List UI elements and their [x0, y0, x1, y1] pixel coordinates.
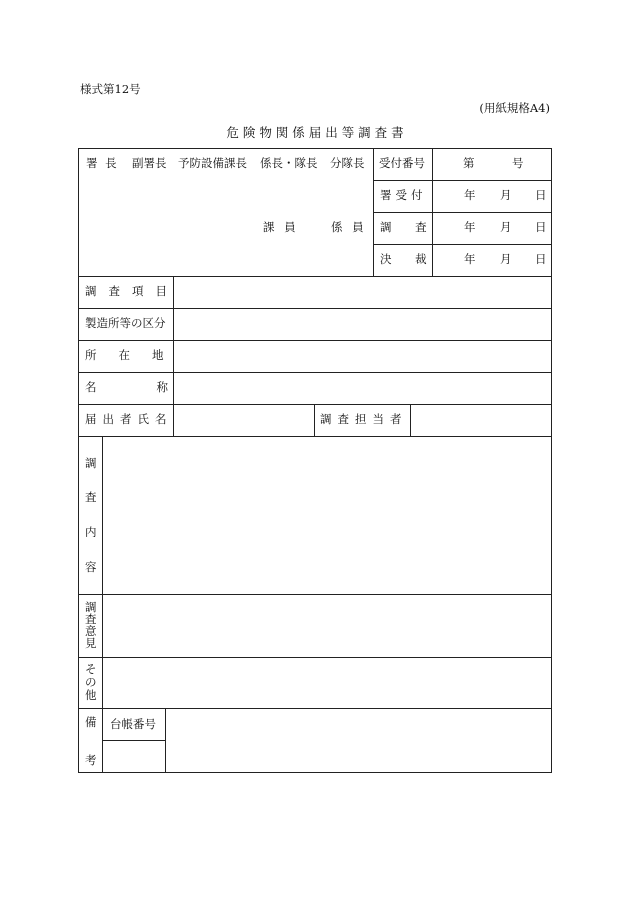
other-label-1: そ: [85, 662, 97, 676]
received-day: 日: [535, 188, 547, 202]
divider: [78, 340, 552, 341]
divider: [432, 148, 433, 276]
received-month: 月: [500, 188, 512, 202]
divider: [373, 212, 552, 213]
content-label-1: 調: [85, 456, 97, 470]
investigation-month: 月: [500, 220, 512, 234]
divider: [78, 404, 552, 405]
content-label-3: 内: [85, 525, 97, 539]
opinion-label-2: 査: [85, 612, 97, 626]
received-label: [380, 190, 428, 202]
decision-label: 決 裁: [380, 252, 427, 266]
staff-label: 係 員: [331, 220, 364, 234]
inspector-label: 調査担当者: [320, 412, 408, 426]
form-frame: [78, 148, 552, 773]
investigation-year: 年: [464, 220, 476, 234]
document-title: 危 険 物 関 係 届 出 等 調 査 書: [226, 125, 404, 140]
applicant-label: 届出者氏名: [85, 412, 173, 426]
divider: [373, 244, 552, 245]
prevention-manager-label: 予防設備課長: [178, 156, 247, 170]
chief-label: 署 長: [86, 156, 117, 170]
opinion-label-1: 調: [85, 600, 97, 614]
investigation-item-label: 調査項目: [85, 284, 179, 298]
divider: [102, 740, 165, 741]
divider: [165, 708, 166, 773]
name-label: 名称: [85, 380, 228, 394]
number-dai: 第: [463, 156, 475, 170]
receipt-number-label: 受付番号: [379, 156, 425, 170]
investigation-day: 日: [535, 220, 547, 234]
number-go: 号: [512, 156, 524, 170]
ledger-number-label: 台帳番号: [110, 717, 156, 731]
location-label: 所在地: [85, 348, 186, 362]
decision-year: 年: [464, 252, 476, 266]
squad-chief-label: 分隊長: [330, 156, 365, 170]
investigation-label: 調 査: [380, 220, 427, 234]
remarks-label-1: 備: [85, 715, 97, 729]
decision-day: 日: [535, 252, 547, 266]
facility-class-label: 製造所等の区分: [85, 316, 166, 330]
opinion-label-4: 見: [85, 636, 97, 650]
received-label-text: 署受付: [380, 188, 427, 202]
other-label-3: 他: [85, 688, 97, 702]
divider: [78, 308, 552, 309]
divider: [78, 436, 552, 437]
divider: [410, 404, 411, 436]
decision-month: 月: [500, 252, 512, 266]
divider: [314, 404, 315, 436]
divider: [102, 436, 103, 773]
section-member-label: 課 員: [263, 220, 296, 234]
divider: [373, 148, 374, 276]
opinion-label-3: 意: [85, 624, 97, 638]
section-chief-label: 係長・隊長: [260, 156, 318, 170]
divider: [78, 276, 552, 277]
content-label-2: 査: [85, 490, 97, 504]
paper-size-note: (用紙規格A4): [479, 101, 550, 115]
divider: [78, 372, 552, 373]
divider: [78, 657, 552, 658]
content-label-4: 容: [85, 560, 97, 574]
remarks-label-2: 考: [85, 753, 97, 767]
divider: [78, 594, 552, 595]
divider: [78, 708, 552, 709]
vice-chief-label: 副署長: [132, 156, 167, 170]
form-number: 様式第12号: [80, 82, 141, 96]
received-year: 年: [464, 188, 476, 202]
other-label-2: の: [85, 675, 97, 689]
divider: [373, 180, 552, 181]
